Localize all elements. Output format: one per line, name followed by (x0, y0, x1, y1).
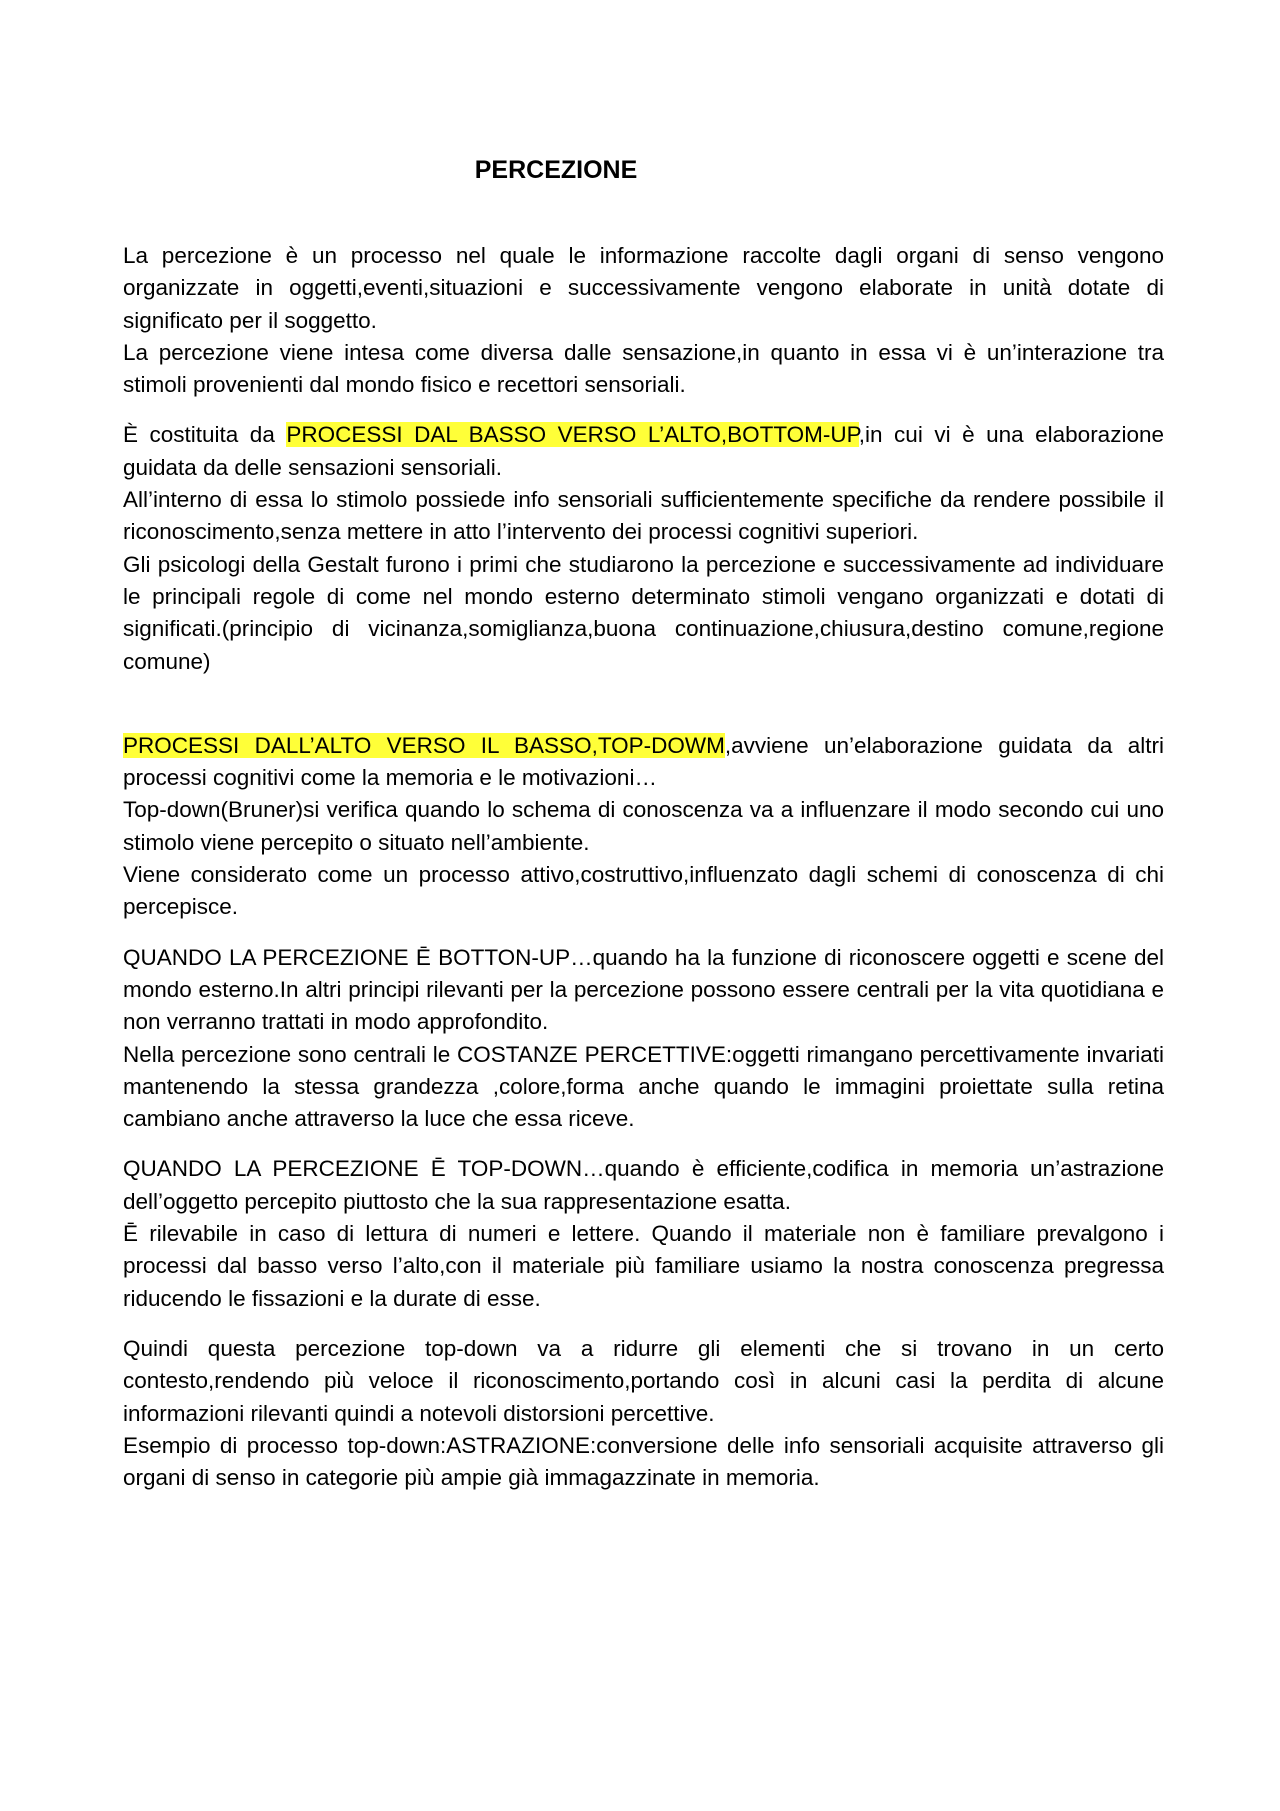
paragraph-gestalt: Gli psicologi della Gestalt furono i primi che studiarono la percezione e successivamente ad individuare le principali regole di come nel mondo esterno determinato stimoli vengano organizzati e dotati di significati.(principio di vicinanza,somiglianza,buona continuazione,chiusura,destino comune,regione comune) (123, 551, 1164, 674)
paragraph-sensation: La percezione viene intesa come diversa dalle sensazione,in quanto in essa vi è un’interazione tra stimoli provenienti dal mondo fisico e recettori sensoriali. (123, 339, 1164, 398)
paragraph-perceptual-constancy: Nella percezione sono centrali le COSTANZE PERCETTIVE:oggetti rimangano percettivamente invariati mantenendo la stessa grandezza ,colore,forma anche quando le immagini proiettate sulla retina cambiano anche attraverso la luce che essa riceve. (123, 1041, 1164, 1132)
document-body (123, 240, 1164, 1494)
paragraph-distortions: Quindi questa percezione top-down va a ridurre gli elementi che si trovano in un certo contesto,rendendo più veloce il riconoscimento,portando così in alcuni casi la perdita di alcune informazioni rilevanti quindi a notevoli distorsioni percettive. (123, 1335, 1164, 1426)
paragraph-stimulus: All’interno di essa lo stimolo possiede info sensoriali sufficientemente specifiche da rendere possibile il riconoscimento,senza mettere in atto l’intervento dei processi cognitivi superiori. (123, 487, 1164, 545)
top-down-rest: ,avviene un’elaborazione guidata da altri processi cognitivi come la memoria e le motivazioni… (123, 732, 1164, 791)
paragraph-abstraction-example: Esempio di processo top-down:ASTRAZIONE:conversione delle info sensoriali acquisite attraverso gli organi di senso in categorie più ampie già immagazzinate in memoria. (123, 1432, 1164, 1491)
bottom-up-intro: È costituita da (123, 422, 287, 448)
page-title: PERCEZIONE (474, 156, 638, 184)
paragraph-bruner: Top-down(Bruner)si verifica quando lo schema di conoscenza va a influenzare il modo secondo cui uno stimolo viene percepito o situato nell’ambiente. (123, 797, 1164, 855)
highlight-top-down: PROCESSI DALL’ALTO VERSO IL BASSO,TOP-DOWM (123, 732, 725, 758)
paragraph-top-down (123, 730, 1164, 795)
paragraph-bottom-up (123, 419, 1164, 484)
paragraph-active-process: Viene considerato come un processo attivo,costruttivo,influenzato dagli schemi di conoscenza di chi percepisce. (123, 862, 1164, 920)
paragraph-when-bottom-up: QUANDO LA PERCEZIONE Ē BOTTON-UP…quando ha la funzione di riconoscere oggetti e scene del mondo esterno.In altri principi rilevanti per la percezione possono essere centrali per la vita quotidiana e non verranno trattati in modo approfondito. (123, 944, 1164, 1035)
paragraph-when-top-down: QUANDO LA PERCEZIONE Ē TOP-DOWN…quando è efficiente,codifica in memoria un’astrazione dell’oggetto percepito piuttosto che la sua rappresentazione esatta. (123, 1156, 1164, 1214)
highlight-bottom-up: PROCESSI DAL BASSO VERSO L’ALTO,BOTTOM-UP (286, 422, 859, 448)
bottom-up-rest: ,in cui vi è una elaborazione guidata da delle sensazioni sensoriali. (123, 422, 1164, 480)
paragraph-numbers-letters: Ē rilevabile in caso di lettura di numeri e lettere. Quando il materiale non è familiare prevalgono i processi dal basso verso l’alto,con il materiale più familiare usiamo la nostra conoscenza pregressa riducendo le fissazioni e la durate di esse. (123, 1221, 1164, 1311)
paragraph-definition: La percezione è un processo nel quale le informazione raccolte dagli organi di senso vengono organizzate in oggetti,eventi,situazioni e successivamente vengono elaborate in unità dotate di significato per il soggetto. (123, 243, 1164, 333)
